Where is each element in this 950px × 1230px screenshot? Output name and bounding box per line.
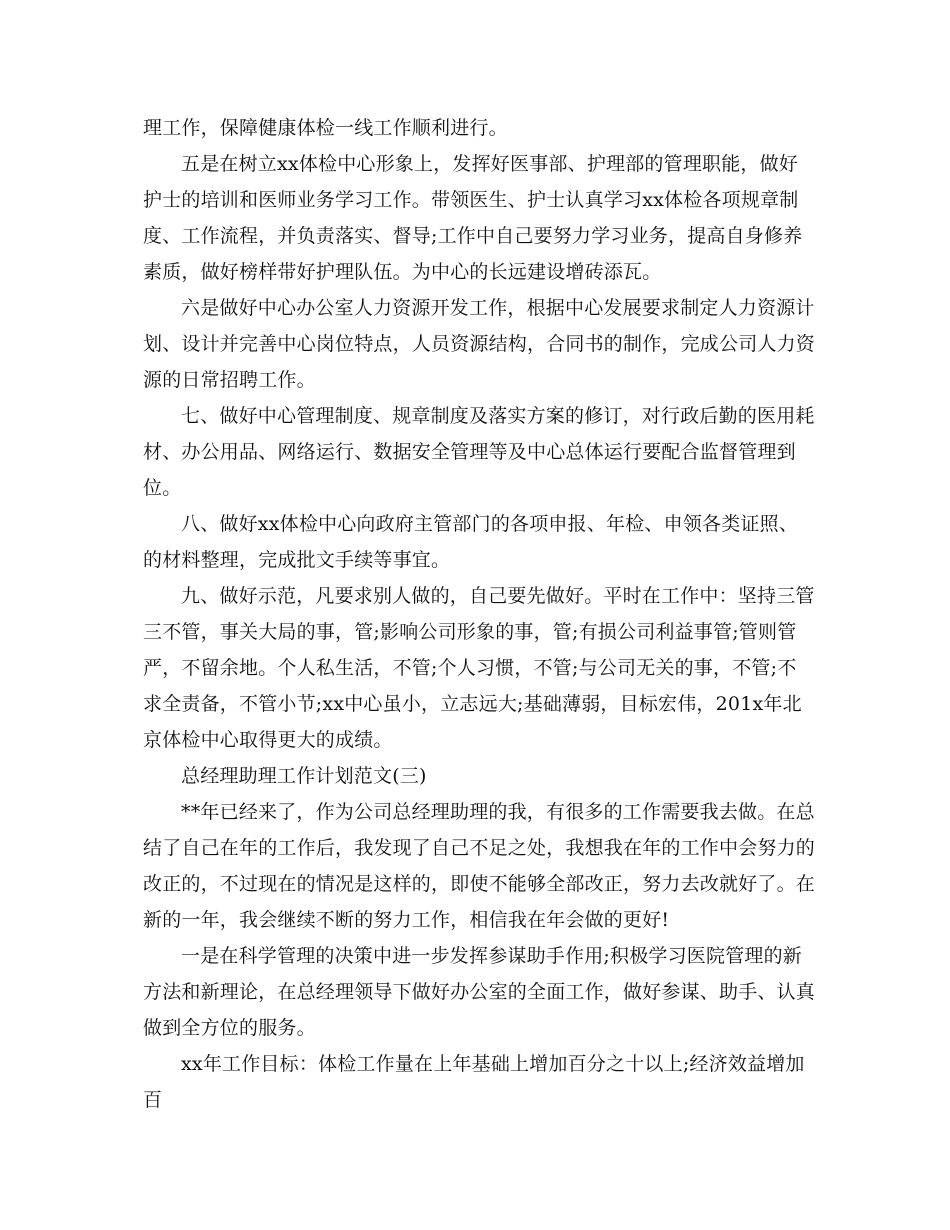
section-heading: 总经理助理工作计划范文(三) xyxy=(181,765,427,787)
paragraph-5: 九、做好示范，凡要求别人做的，自己要先做好。平时在工作中：坚持三管三不管，事关大局的事，管;影响公司形象的事，管;有损公司利益事管;管则管严，不留余地。个人私生活，不管;个人习惯，不管;与公司无关的事，不管;不求全责备，不管小节;xx中心虽小，立志远大;基础薄弱，目标宏伟，201x年北京体检中心取得更大的成绩。 xyxy=(143,585,815,751)
paragraph-8: 一是在科学管理的决策中进一步发挥参谋助手作用;积极学习医院管理的新方法和新理论，在总经理领导下做好办公室的全面工作，做好参谋、助手、认真做到全方位的服务。 xyxy=(143,945,816,1039)
paragraph-0: 理工作，保障健康体检一线工作顺利进行。 xyxy=(143,117,508,139)
paragraph-9: xx年工作目标：体检工作量在上年基础上增加百分之十以上;经济效益增加百 xyxy=(143,1053,805,1111)
paragraph-2: 六是做好中心办公室人力资源开发工作，根据中心发展要求制定人力资源计划、设计并完善中心岗位特点，人员资源结构，合同书的制作，完成公司人力资源的日常招聘工作。 xyxy=(143,297,816,391)
paragraph-1: 五是在树立xx体检中心形象上，发挥好医事部、护理部的管理职能，做好护士的培训和医师业务学习工作。带领医生、护士认真学习xx体检各项规章制度、工作流程，并负责落实、督导;工作中自己要努力学习业务，提高自身修养素质，做好榜样带好护理队伍。为中心的长远建设增砖添瓦。 xyxy=(143,153,803,283)
document-body xyxy=(143,110,815,1118)
paragraph-3: 七、做好中心管理制度、规章制度及落实方案的修订，对行政后勤的医用耗材、办公用品、网络运行、数据安全管理等及中心总体运行要配合监督管理到位。 xyxy=(143,405,815,499)
paragraph-7: **年已经来了，作为公司总经理助理的我，有很多的工作需要我去做。在总结了自己在年的工作后，我发现了自己不足之处，我想我在年的工作中会努力的改正的，不过现在的情况是这样的，即使不能够全部改正，努力去改就好了。在新的一年，我会继续不断的努力工作，相信我在年会做的更好! xyxy=(143,801,816,931)
paragraph-4: 八、做好xx体检中心向政府主管部门的各项申报、年检、申领各类证照、的材料整理，完成批文手续等事宜。 xyxy=(143,513,799,571)
